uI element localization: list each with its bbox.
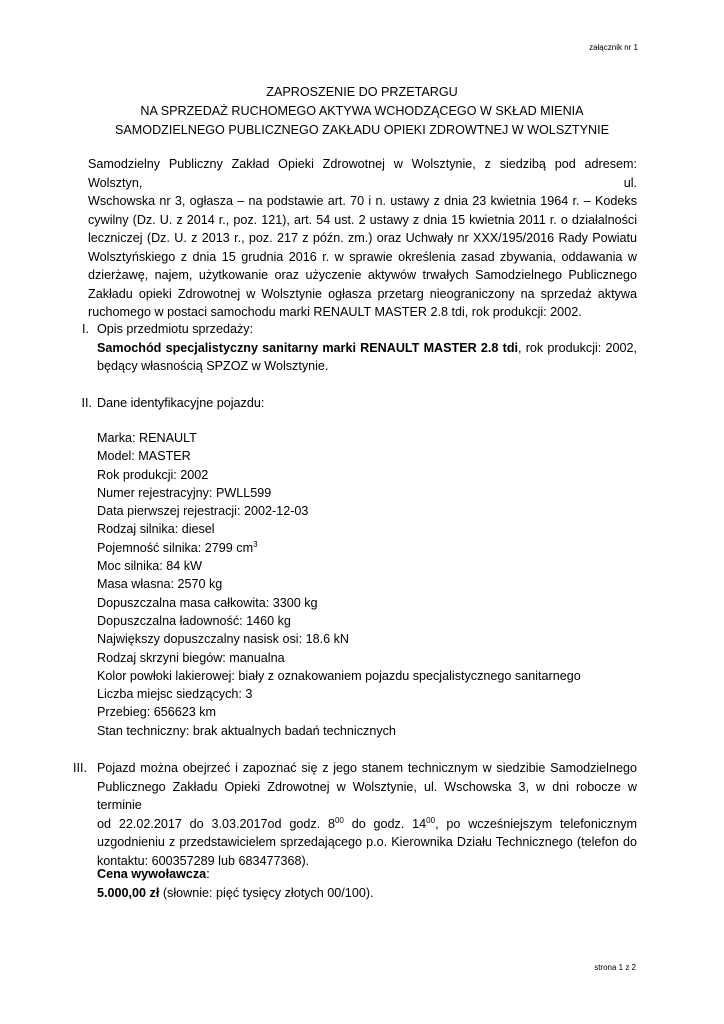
price-block [97,865,637,902]
section-2 [97,394,637,413]
spec-mileage: Przebieg: 656623 km [97,705,217,720]
spec-axle-load: Największy dopuszczalny nasisk osi: 18.6 kN [97,632,349,647]
spec-year: Rok produkcji: 2002 [97,467,209,482]
price-value [97,884,637,903]
spec-seats: Liczba miejsc siedzących: 3 [97,687,253,702]
section-1-line [97,339,637,358]
price-label: Cena wywoławcza: [97,867,210,881]
spec-payload: Dopuszczalna ładowność: 1460 kg [97,613,291,628]
section-3-line: kontaktu: 600357289 lub 683477368). [97,853,310,868]
spec-color: Kolor powłoki lakierowej: biały z oznakowaniem pojazdu specjalistycznego sanitarnego [97,668,581,683]
section-1-number: I. [82,322,89,336]
section-3 [97,759,637,870]
section-3-line: Publicznego Zakładu Opieki Zdrowotnej w Wolsztynie, ul. Wschowska 3, w dni robocze w terminie [97,779,637,812]
attachment-label: załącznik nr 1 [589,43,638,52]
document-title [0,83,724,140]
intro-line: Samodzielny Publiczny Zakład Opieki Zdrowotnej w Wolsztynie, z siedzibą pod adresem: Wolsztyn, ul. [88,157,637,190]
spec-gearbox: Rodzaj skrzyni biegów: manualna [97,650,285,665]
spec-engine-capacity: Pojemność silnika: 2799 $cm^3$ [97,539,258,555]
intro-paragraph [88,155,637,322]
spec-model: Model: MASTER [97,449,191,464]
spec-make: Marka: RENAULT [97,431,197,445]
section-2-heading: Dane identyfikacyjne pojazdu: [97,396,265,410]
intro-line: Wschowska nr 3, ogłasza – na podstawie art. 70 i n. ustawy z dnia 23 kwietnia 1964 r. – Kodeks [88,194,637,208]
intro-line: dzierżawę, najem, użytkowanie oraz użyczenie aktywów trwałych Samodzielnego Publicznego [88,268,637,282]
capacity-exponent: 3 [253,539,258,549]
section-1 [97,320,637,376]
spec-gross-weight: Dopuszczalna masa całkowita: 3300 kg [97,595,318,610]
section-2-number: II. [81,396,92,410]
price-amount: 5.000,00 zł [97,885,160,900]
spec-power: Moc silnika: 84 kW [97,559,202,574]
intro-line: Wolsztyńskiego z dnia 15 grudnia 2016 r. w sprawie określenia zasad zbywania, oddawania w [88,249,637,264]
title-line-3: SAMODZIELNEGO PUBLICZNEGO ZAKŁADU OPIEKI ZDROWTNEJ W WOLSZTYNIE [114,123,609,137]
spec-registration: Numer rejestracyjny: PWLL599 [97,485,272,500]
intro-line: Zakładu opieki Zdrowotnej w Wolsztynie ogłasza przetarg nieograniczony na sprzedaż aktywa [88,286,637,301]
section-3-line: uzgodnieniu z przedstawicielem sprzedającego p.o. Kierownika Działu Technicznego (telefon do [97,835,637,849]
vehicle-description: Samochód specjalistyczny sanitarny marki RENAULT MASTER 2.8 tdi [97,340,519,355]
spec-curb-weight: Masa własna: 2570 kg [97,577,223,592]
intro-line: cywilny (Dz. U. z 2014 r., poz. 121), art. 54 ust. 2 ustawy z dnia 15 kwietnia 2011 r. o działalności [88,212,637,227]
title-line-1: ZAPROSZENIE DO PRZETARGU [266,85,458,99]
spec-condition: Stan techniczny: brak aktualnych badań technicznych [97,723,396,738]
section-3-number: III. [73,761,87,775]
intro-line: ruchomego w postaci samochodu marki RENAULT MASTER 2.8 tdi, rok produkcji: 2002. [88,305,582,319]
spec-engine-type: Rodzaj silnika: diesel [97,522,215,537]
section-1-heading: Opis przedmiotu sprzedaży: [97,322,254,336]
intro-line: leczniczej (Dz. U. z 2013 r., poz. 217 z późn. zm.) oraz Uchwały nr XXX/195/2016 Rady Powiatu [88,231,637,245]
ownership-line: będący własnością SPZOZ w Wolsztynie. [97,359,329,373]
spec-first-registration: Data pierwszej rejestracji: 2002-12-03 [97,504,309,519]
section-3-line: Pojazd można obejrzeć i zapoznać się z jego stanem technicznym w siedzibie Samodzielnego [97,761,637,775]
title-line-2: NA SPRZEDAŻ RUCHOMEGO AKTYWA WCHODZĄCEGO W SKŁAD MIENIA [140,104,584,118]
vehicle-year: , rok produkcji: 2002, [518,340,638,355]
page-number: strona 1 z 2 [594,963,636,972]
section-3-line: od 22.02.2017 do 3.03.2017od godz. $8^{00}$ do godz. $14^{00}$, po wcześniejszym telefonicznym [97,815,638,831]
price-words: (słownie: pięć tysięcy złotych 00/100). [159,885,374,900]
vehicle-specs [97,429,637,740]
